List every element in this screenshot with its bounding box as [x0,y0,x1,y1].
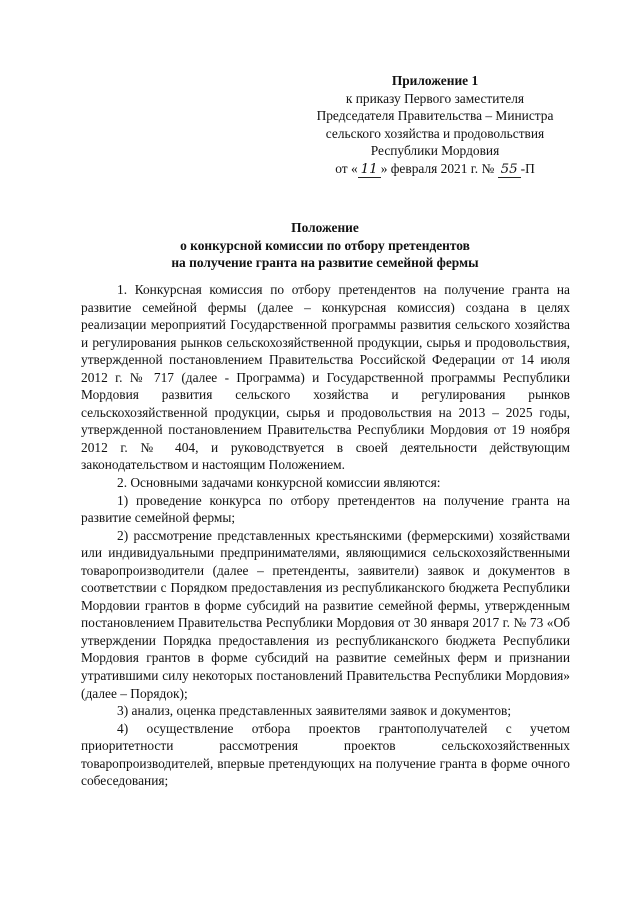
appendix-line: сельского хозяйства и продовольствия [325,125,545,141]
date-suffix: -П [520,160,535,176]
date-day-handwritten: 11 [358,163,381,178]
paragraph: 1) проведение конкурса по отбору претендентов на получение гранта на развитие семейной фермы; [81,492,570,526]
document-heading [80,219,570,272]
heading-line: на получение гранта на развитие семейной фермы [171,255,479,271]
paragraph: 4) осуществление отбора проектов грантополучателей с учетом приоритетности рассмотрения проектов сельскохозяйственных товаропроизводителей, впервые претендующих на получение гранта в форме очного собеседования; [81,720,570,789]
appendix-date-line [300,160,570,178]
heading-line: Положение [291,220,359,235]
appendix-line: Республики Мордовия [370,143,500,159]
appendix-block [300,72,570,178]
heading-line: о конкурсной комиссии по отбору претендентов [180,237,470,253]
appendix-line: к приказу Первого заместителя [345,90,525,106]
paragraph: 1. Конкурсная комиссия по отбору претендентов на получение гранта на развитие семейной фермы (далее – конкурсная комиссия) создана в целях реализации мероприятий Государственной программы развития сельского хозяйства и регулирования рынков сельскохозяйственной продукции, сырья и продовольствия, утвержденной постановлением Правительства Российской Федерации от 14 июля 2012 г. № 717 (далее - Программа) и Государственной программы Республики Мордовия развития сельского хозяйства и регулирования рынков сельскохозяйственной продукции, сырья и продовольствия на 2013 – 2025 годы, утвержденной постановлением Правительства Республики Мордовия от 19 ноября 2012 г. № 404, и руководствуется в своей деятельности действующим законодательством и настоящим Положением. [81,282,570,473]
document-body [81,281,570,790]
paragraph: 2) рассмотрение представленных крестьянскими (фермерскими) хозяйствами или индивидуальными предпринимателями, являющимися сельскохозяйственными товаропроизводители (далее – претенденты, заявители) заявок и документов в соответствии с Порядком предоставления из республиканского бюджета Республики Мордовии грантов в форме субсидий на развитие семейной фермы, утвержденным постановлением Правительства Республики Мордовия от 30 января 2017 г. № 73 «Об утверждении Порядка предоставления из республиканского бюджета Республики Мордовия грантов в форме субсидий на развитие семейных ферм и признании утратившими силу некоторых постановлений Правительства Республики Мордовия» (далее – Порядок); [81,527,570,701]
paragraph: 3) анализ, оценка представленных заявителями заявок и документов; [117,703,512,719]
paragraph: 2. Основными задачами конкурсной комиссии являются: [117,475,441,491]
order-number-handwritten: 55 [498,163,521,178]
appendix-line: Председателя Правительства – Министра [316,108,554,124]
date-middle: » февраля 2021 г. № [380,160,495,176]
date-prefix: от « [335,160,358,176]
appendix-title: Приложение 1 [391,73,479,88]
